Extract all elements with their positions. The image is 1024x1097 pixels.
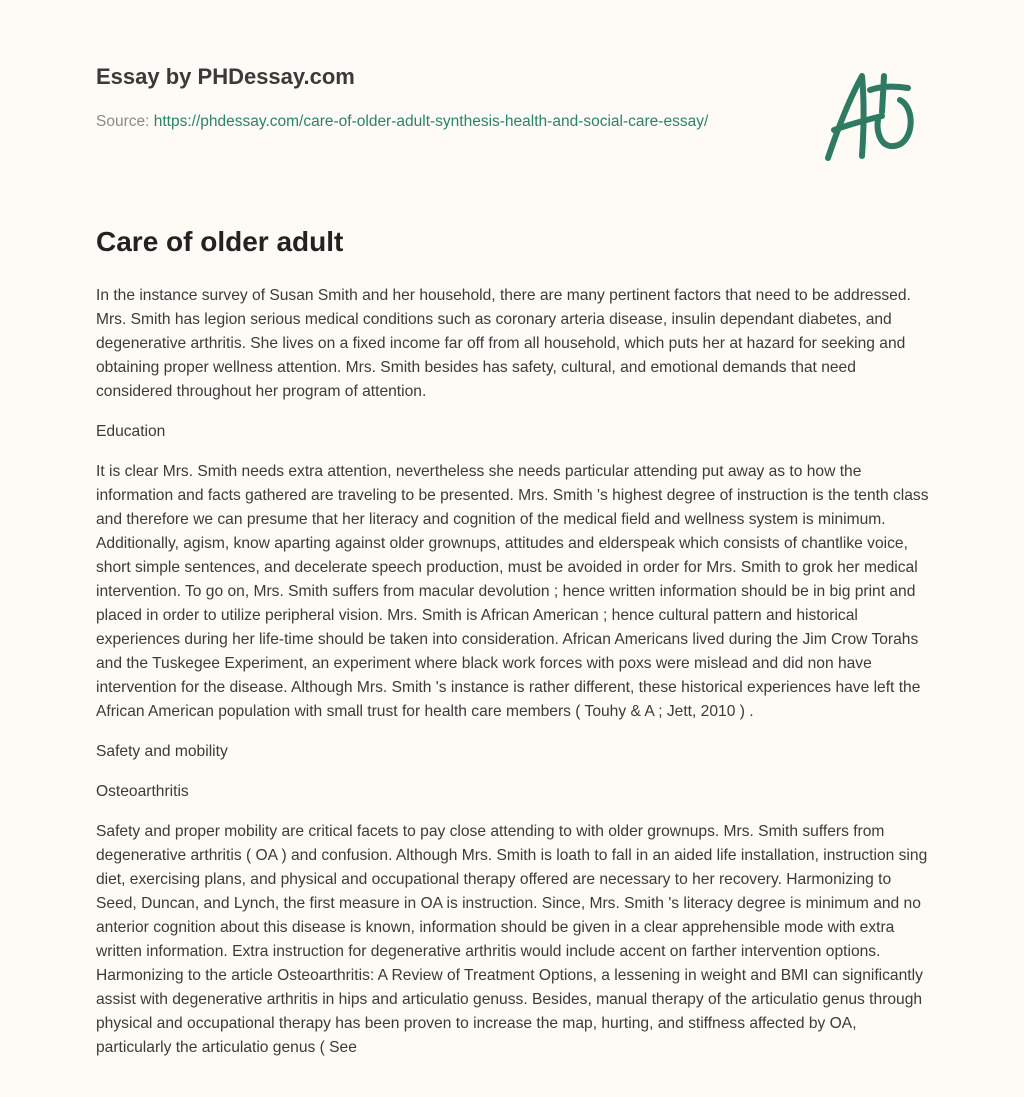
source-link[interactable]: https://phdessay.com/care-of-older-adult-synthesis-health-and-social-care-essay/ [153,113,709,130]
paragraph-intro: In the instance survey of Susan Smith and her household, there are many pertinent factors that need to be addressed. Mrs. Smith has legion serious medical conditions such as coronary arteria disease, insulin dependant diabetes, and degenerative arthritis. She lives on a fixed income far off from all household, which puts her at hazard for seeking and obtaining proper wellness attention. Mrs. Smith besides has safety, cultural, and emotional demands that need considered throughout her program of attention. [96,287,911,400]
a-plus-logo-icon [820,68,930,164]
article-body [96,284,932,1076]
site-title: Essay by PHDessay.com [96,64,355,89]
heading-osteoarthritis: Osteoarthritis [96,783,189,800]
heading-education: Education [96,423,166,440]
paragraph-osteoarthritis: Safety and proper mobility are critical facets to pay close attending to with older grownups. Mrs. Smith suffers from degenerative arthritis ( OA ) and confusion. Although Mrs. Smith is loath to fall in an aided life installation, instruction sing diet, exercising plans, and physical and occupational therapy offered are necessary to her recovery. Harmonizing to Seed, Duncan, and Lynch, the first measure in OA is instruction. Since, Mrs. Smith 's literacy degree is minimum and no anterior cognition about this disease is known, information should be given in a clear apprehensible mode with extra written information. Extra instruction for degenerative arthritis would include accent on farther intervention options. Harmonizing to the article Osteoarthritis: A Review of Treatment Options, a lessening in weight and BMI can significantly assist with degenerative arthritis in hips and articulatio genuss. Besides, manual therapy of the articulatio genus through physical and occupational therapy has been proven to increase the map, hurting, and stiffness affected by OA, particularly the articulatio genus ( See [96,823,928,1056]
source-line [96,110,736,134]
source-label: Source: [96,113,150,130]
heading-safety-mobility: Safety and mobility [96,743,228,760]
paragraph-education: It is clear Mrs. Smith needs extra attention, nevertheless she needs particular attending put away as to how the information and facts gathered are traveling to be presented. Mrs. Smith 's highest degree of instruction is the tenth class and therefore we can presume that her literacy and cognition of the medical field and wellness system is minimum. Additionally, agism, know aparting against older grownups, attitudes and elderspeak which consists of chantlike voice, short simple sentences, and decelerate speech production, must be avoided in order for Mrs. Smith to grok her medical intervention. To go on, Mrs. Smith suffers from macular devolution ; hence written information should be in big print and placed in order to utilize peripheral vision. Mrs. Smith is African American ; hence cultural pattern and historical experiences during her life-time should be taken into consideration. African Americans lived during the Jim Crow Torahs and the Tuskegee Experiment, an experiment where black work forces with poxs were mislead and did non have intervention for the disease. Although Mrs. Smith 's instance is rather different, these historical experiences have left the African American population with small trust for health care members ( Touhy & A ; Jett, 2010 ) . [96,463,929,720]
article-title: Care of older adult [96,226,344,257]
